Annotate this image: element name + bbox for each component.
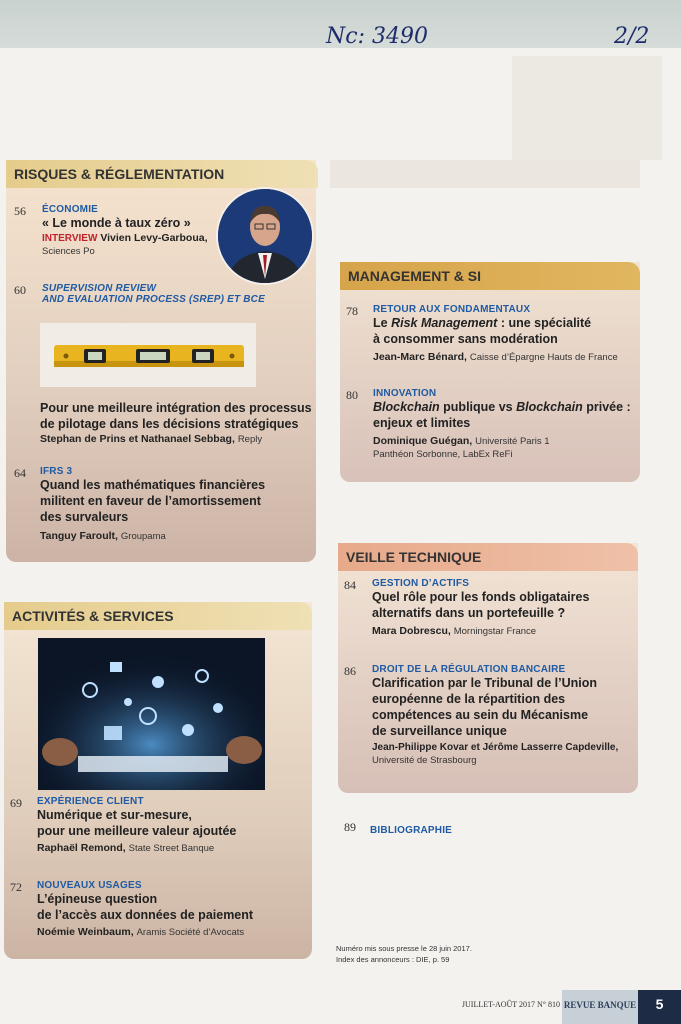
article-title: compétences au sein du Mécanisme bbox=[372, 708, 589, 722]
toc-entry[interactable] bbox=[14, 283, 314, 305]
rubric: NOUVEAUX USAGES bbox=[37, 880, 142, 891]
toc-entry[interactable] bbox=[344, 578, 636, 639]
magazine-name: REVUE BANQUE bbox=[563, 1000, 637, 1010]
affiliation: Morningstar France bbox=[453, 626, 537, 637]
affiliation: Groupama bbox=[120, 531, 166, 542]
show-through-box bbox=[330, 160, 640, 188]
article-title: alternatifs dans un portefeuille ? bbox=[372, 606, 566, 620]
affiliation: Panthéon Sorbonne, LabEx ReFi bbox=[373, 449, 513, 460]
article-title: européenne de la répartition des bbox=[372, 692, 566, 706]
author: Dominique Guégan, bbox=[373, 435, 473, 447]
toc-entry[interactable] bbox=[10, 880, 310, 940]
page-number: 69 bbox=[10, 796, 22, 810]
article-title: Pour une meilleure intégration des processus bbox=[40, 401, 312, 415]
article-title: de pilotage dans les décisions stratégiques bbox=[40, 417, 299, 431]
page-number: 78 bbox=[346, 304, 358, 318]
print-note: Numéro mis sous presse le 28 juin 2017. bbox=[336, 944, 472, 953]
rubric: BIBLIOGRAPHIE bbox=[370, 825, 453, 836]
author: Tanguy Faroult, bbox=[40, 530, 118, 542]
article-title: Quand les mathématiques financières bbox=[40, 478, 266, 492]
page-number: 72 bbox=[10, 880, 22, 894]
article-title: enjeux et limites bbox=[373, 416, 471, 430]
footer-page-number bbox=[638, 990, 681, 1024]
section-activites-heading: ACTIVITÉS & SERVICES bbox=[4, 602, 312, 630]
toc-entry[interactable] bbox=[14, 466, 314, 544]
page-number: 64 bbox=[14, 466, 26, 480]
footer-issue bbox=[440, 990, 560, 1024]
article-title: : une spécialité bbox=[497, 316, 592, 330]
rubric: GESTION D’ACTIFS bbox=[372, 578, 470, 589]
article-title-italic: Risk Management bbox=[391, 316, 498, 330]
issue-label: JUILLET-AOÛT 2017 N° 810 bbox=[461, 1000, 560, 1009]
toc-entry[interactable] bbox=[346, 388, 636, 460]
section-veille-heading: VEILLE TECHNIQUE bbox=[338, 543, 638, 571]
section-risques-heading: RISQUES & RÉGLEMENTATION bbox=[6, 160, 318, 188]
article-title: privée : bbox=[582, 400, 631, 414]
page-number: 60 bbox=[14, 283, 26, 297]
affiliation: Université de Strasbourg bbox=[372, 755, 477, 766]
page-number-box: 5 bbox=[655, 996, 664, 1012]
toc-entry-title[interactable] bbox=[40, 400, 316, 447]
article-title: militent en faveur de l’amortissement bbox=[40, 494, 261, 508]
affiliation: Reply bbox=[237, 434, 263, 445]
show-through-box bbox=[512, 56, 662, 160]
author: Stephan de Prins et Nathanael Sebbag, bbox=[40, 433, 235, 445]
spirit-level-image bbox=[40, 323, 256, 387]
rubric: RETOUR AUX FONDAMENTAUX bbox=[373, 304, 531, 315]
page-number: 56 bbox=[14, 204, 26, 218]
affiliation: Aramis Société d’Avocats bbox=[136, 927, 245, 938]
article-title: Clarification par le Tribunal de l’Union bbox=[372, 676, 598, 690]
article-title: à consommer sans modération bbox=[373, 332, 558, 346]
article-title: Numérique et sur-mesure, bbox=[37, 808, 192, 822]
author: Noémie Weinbaum, bbox=[37, 926, 134, 938]
author: Raphaël Remond, bbox=[37, 842, 126, 854]
advertiser-index-note: Index des annonceurs : DIE, p. 59 bbox=[336, 955, 450, 964]
article-title: de surveillance unique bbox=[372, 724, 507, 738]
section-management-heading: MANAGEMENT & SI bbox=[340, 262, 640, 290]
affiliation: State Street Banque bbox=[128, 843, 215, 854]
rubric: DROIT DE LA RÉGULATION BANCAIRE bbox=[372, 664, 566, 675]
toc-entry-bibliographie[interactable] bbox=[344, 820, 636, 838]
rubric: EXPÉRIENCE CLIENT bbox=[37, 796, 144, 807]
affiliation: Université Paris 1 bbox=[475, 436, 550, 447]
article-title-italic: Blockchain bbox=[516, 400, 583, 414]
article-title: de l’accès aux données de paiement bbox=[37, 908, 254, 922]
article-title: publique vs bbox=[439, 400, 517, 414]
toc-entry[interactable] bbox=[10, 796, 310, 856]
page-number: 86 bbox=[344, 664, 356, 678]
rubric: IFRS 3 bbox=[40, 466, 73, 477]
tablet-illustration bbox=[38, 638, 265, 790]
author: Jean-Philippe Kovar et Jérôme Lasserre Capdeville, bbox=[372, 742, 619, 753]
print-notes bbox=[336, 944, 636, 964]
toc-entry[interactable] bbox=[346, 304, 636, 365]
handwritten-page-mark: 2/2 bbox=[614, 24, 650, 49]
rubric: ÉCONOMIE bbox=[42, 204, 99, 215]
rubric: INNOVATION bbox=[373, 388, 437, 399]
article-title: des survaleurs bbox=[40, 510, 129, 524]
page-number: 84 bbox=[344, 578, 356, 592]
author: Vivien Levy-Garboua, bbox=[100, 232, 208, 244]
footer-magazine bbox=[562, 990, 638, 1024]
handwritten-reference: Nc: 3490 bbox=[326, 24, 428, 49]
toc-entry[interactable] bbox=[14, 204, 214, 257]
article-title-italic: Blockchain bbox=[373, 400, 440, 414]
article-title: L’épineuse question bbox=[37, 892, 158, 906]
page-number: 80 bbox=[346, 388, 358, 402]
article-title: pour une meilleure valeur ajoutée bbox=[37, 824, 237, 838]
rubric: AND EVALUATION PROCESS (SREP) ET BCE bbox=[42, 294, 265, 305]
interview-label: INTERVIEW bbox=[42, 233, 98, 244]
article-title: Quel rôle pour les fonds obligataires bbox=[372, 590, 590, 604]
author: Mara Dobrescu, bbox=[372, 625, 451, 637]
page-number: 89 bbox=[344, 820, 356, 834]
article-title: « Le monde à taux zéro » bbox=[42, 216, 191, 230]
author-portrait bbox=[216, 187, 314, 285]
article-title: Le bbox=[373, 316, 392, 330]
affiliation: Sciences Po bbox=[42, 246, 95, 257]
toc-entry[interactable] bbox=[344, 664, 636, 766]
author: Jean-Marc Bénard, bbox=[373, 351, 467, 363]
rubric: SUPERVISION REVIEW bbox=[42, 283, 157, 294]
affiliation: Caisse d’Épargne Hauts de France bbox=[469, 352, 618, 363]
